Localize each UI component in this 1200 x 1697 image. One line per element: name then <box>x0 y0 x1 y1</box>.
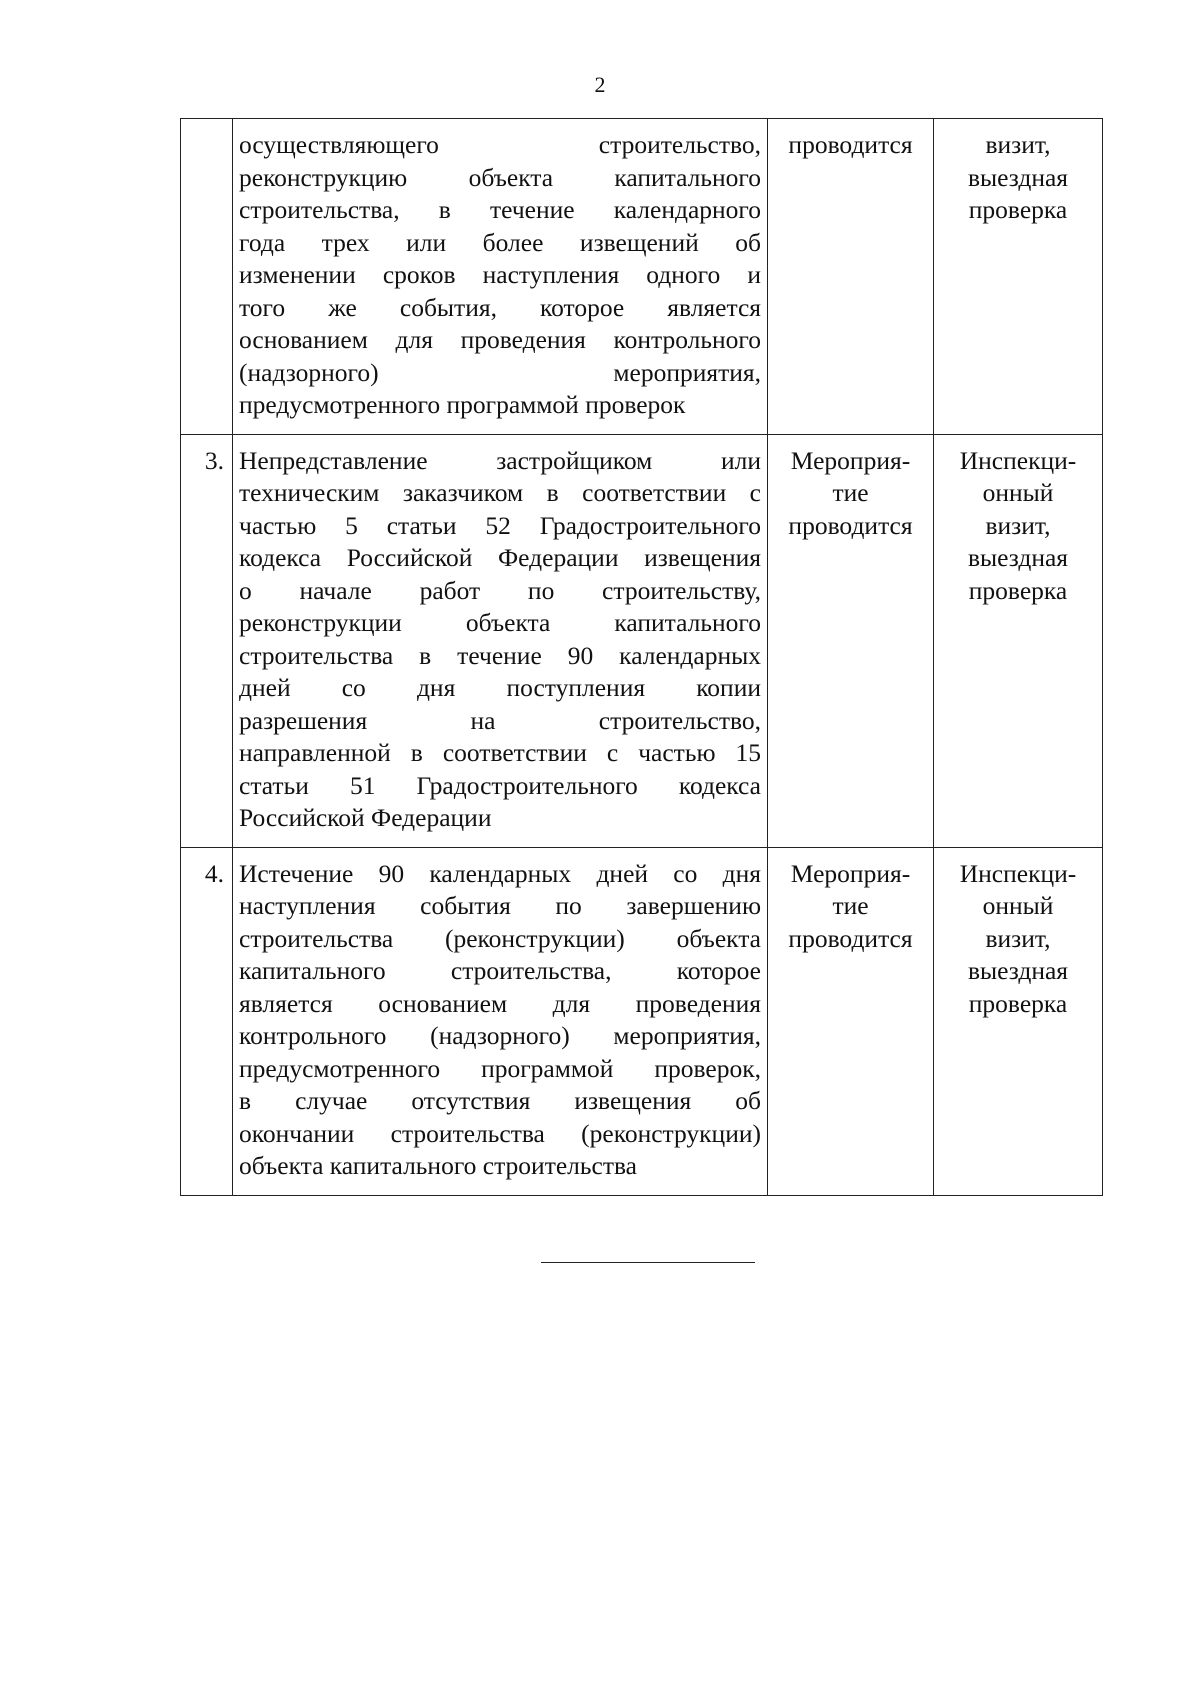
row-description-line: кодекса Российской Федерации извещения <box>239 543 761 572</box>
page-number: 2 <box>594 72 606 97</box>
row-measure-type-line: Инспекци- <box>959 858 1077 888</box>
row-measure-type-line: проверка <box>968 575 1068 605</box>
row-measure-type-line: визит, <box>985 923 1051 953</box>
row-measure-type <box>934 434 1103 847</box>
row-description-line: (надзорного) мероприятия, <box>239 357 761 387</box>
row-description-line: разрешения на строительство, <box>239 705 761 735</box>
row-number: 3. <box>181 434 233 847</box>
row-description <box>233 434 768 847</box>
row-status <box>768 847 934 1195</box>
row-description-line: окончании строительства (реконструкции) <box>239 1118 761 1148</box>
row-description-line: строительства, в течение календарного <box>239 195 761 224</box>
row-description-line: основанием для проведения контрольного <box>239 325 761 354</box>
row-measure-type-line: визит, <box>985 510 1051 540</box>
row-measure-type-line: визит, <box>985 130 1051 159</box>
row-description-line: того же события, которое является <box>239 292 761 322</box>
row-measure-type-line: проверка <box>968 988 1068 1018</box>
row-description-line: реконструкции объекта капитального <box>239 608 761 637</box>
table-row <box>181 847 1103 1195</box>
row-status-line: проводится <box>788 923 913 953</box>
row-measure-type <box>934 119 1103 435</box>
row-measure-type-line: Инспекци- <box>959 445 1077 475</box>
row-description-line: наступления события по завершению <box>239 891 761 920</box>
row-status-line: проводится <box>788 130 913 159</box>
table-row <box>181 434 1103 847</box>
row-status-line: проводится <box>788 510 913 540</box>
row-description-line: статьи 51 Градостроительного кодекса <box>239 770 761 800</box>
row-description-line: предусмотренного программой проверок <box>239 390 686 419</box>
row-description-line: направленной в соответствии с частью 15 <box>239 738 761 767</box>
row-description-line: в случае отсутствия извещения об <box>239 1086 761 1115</box>
row-description-line: техническим заказчиком в соответствии с <box>239 478 761 507</box>
row-status-line: тие <box>832 478 869 507</box>
row-measure-type <box>934 847 1103 1195</box>
row-description <box>233 119 768 435</box>
row-description-line: осуществляющего строительство, <box>239 130 761 159</box>
row-number <box>181 119 233 435</box>
row-number: 4. <box>181 847 233 1195</box>
row-status-line: Мероприя- <box>790 858 911 888</box>
row-measure-type-line: проверка <box>968 195 1068 224</box>
row-description-line: предусмотренного программой проверок, <box>239 1053 761 1083</box>
end-divider <box>541 1262 755 1263</box>
row-description <box>233 847 768 1195</box>
row-description-line: является основанием для проведения <box>239 988 761 1018</box>
row-description-line: года трех или более извещений об <box>239 227 761 257</box>
row-measure-type-line: выездная <box>967 956 1069 985</box>
row-description-line: Непредставление застройщиком или <box>239 445 761 475</box>
table-body <box>181 119 1103 1196</box>
row-description-line: строительства в течение 90 календарных <box>239 640 761 670</box>
row-description-line: Российской Федерации <box>239 803 492 832</box>
row-status <box>768 119 934 435</box>
row-description-line: частью 5 статьи 52 Градостроительного <box>239 510 761 540</box>
row-description-line: изменении сроков наступления одного и <box>239 260 761 289</box>
row-description-line: строительства (реконструкции) объекта <box>239 923 761 953</box>
row-description-line: реконструкцию объекта капитального <box>239 162 761 192</box>
row-description-line: контрольного (надзорного) мероприятия, <box>239 1021 761 1050</box>
row-description-line: капитального строительства, которое <box>239 956 761 985</box>
row-measure-type-line: онный <box>982 478 1054 507</box>
row-status-line: тие <box>832 891 869 920</box>
row-description-line: о начале работ по строительству, <box>239 575 761 605</box>
row-description-line: объекта капитального строительства <box>239 1151 637 1180</box>
row-measure-type-line: онный <box>982 891 1054 920</box>
measures-table <box>180 118 1103 1196</box>
row-measure-type-line: выездная <box>967 162 1069 192</box>
row-status <box>768 434 934 847</box>
row-measure-type-line: выездная <box>967 543 1069 572</box>
table-row <box>181 119 1103 435</box>
row-status-line: Мероприя- <box>790 445 911 475</box>
row-description-line: Истечение 90 календарных дней со дня <box>239 858 761 888</box>
row-description-line: дней со дня поступления копии <box>239 673 761 702</box>
